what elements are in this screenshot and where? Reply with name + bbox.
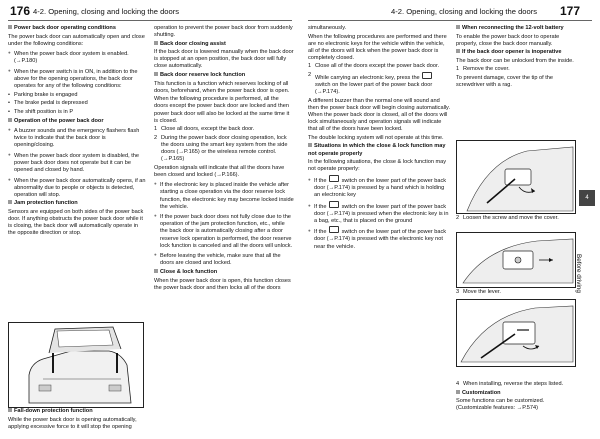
right-page: [300, 0, 600, 439]
paragraph: The back door can be unlocked from the inside.: [456, 57, 574, 64]
paragraph: To prevent damage, cover the tip of the screwdriver with a rag.: [456, 75, 554, 89]
paragraph: This function is a function which reserves locking of all doors, beforehand, when the power back door is open.: [154, 80, 290, 94]
left-column-1-bottom: [8, 408, 146, 432]
remove-cover-drawing: [457, 141, 575, 213]
bullet-item: ● If the power back door does not fully close due to the operation of the jam protection function, etc., while the back door is automatically closing after a door reserve lock operation is performed, the door reserve lock function is canceled and all the doors will unlock.: [154, 212, 294, 249]
paragraph: The power back door can automatically open and close under the following conditions:: [8, 33, 145, 47]
section-title: When reconnecting the 12-volt battery: [456, 25, 576, 32]
header-rule-left: [8, 20, 292, 21]
illustration-back-door-jam-sensors: [8, 322, 144, 408]
paragraph: In the following situations, the close & lock function may not operate properly:: [308, 159, 447, 173]
bullet-item: ● When the power back door system is disabled, the power back door does not operate but it can be opened and closed by hand.: [8, 151, 146, 174]
section-title: Operation of the power back door: [8, 118, 146, 125]
paragraph: To enable the power back door to operate properly, close the back door manually.: [456, 33, 560, 47]
section-title: Back door reserve lock function: [154, 72, 294, 79]
paragraph: Operation signals will indicate that all the doors have been closed and locked (→P.166).: [154, 164, 285, 178]
header-rule-right: [308, 20, 592, 21]
right-column-2: [456, 25, 576, 91]
chapter-header-left: 4-2. Opening, closing and locking the doors: [33, 7, 180, 16]
bullet-item: ● When the power switch is in ON, in addition to the above for the opening operations, the back door operates for any of the following conditions:: [8, 67, 146, 90]
paragraph: Sensors are equipped on both sides of the power back door. If anything obstructs the power back door while it is closing, the back door will automatically operate in the opposite direction or stop.: [8, 209, 144, 237]
right-column-1: [308, 25, 450, 252]
section-title: Back door closing assist: [154, 41, 294, 48]
bullet-item: ● A buzzer sounds and the emergency flashers flash twice to indicate that the back door is opening/closing.: [8, 126, 146, 149]
section-title: Close & lock function: [154, 269, 294, 276]
bullet-item: ● If the electronic key is placed inside the vehicle after starting a close operation via the door reserve lock function, the electronic key may become locked inside the vehicle.: [154, 180, 294, 210]
step-item: 1 Remove the cover.: [456, 66, 510, 73]
bullet-item: ● If the switch on the lower part of the power back door (→P.174) is pressed when the electronic key is in a bag, etc., that is placed on the ground: [308, 201, 450, 225]
right-column-2-bottom: [456, 381, 576, 414]
paragraph: When the following procedures are performed and there are no electronic keys for the vehicle within the vehicle, all of the doors will lock when the power back door is completely closed.: [308, 33, 447, 61]
section-title: Customization: [456, 390, 576, 397]
step-item: 4 When installing, reverse the steps listed.: [456, 381, 564, 387]
paragraph: Some functions can be customized. (Customizable features: →P.574): [456, 398, 545, 412]
step-item: 2 During the power back door closing operation, lock the doors using the smart key system from the side doors (→P.165) or the wireless remote control. (→P.165): [154, 134, 288, 163]
illustration-move-lever: [456, 299, 576, 367]
illustration-remove-cover: [456, 140, 576, 214]
close-lock-switch-icon: [422, 72, 432, 79]
close-lock-switch-icon: [329, 175, 339, 182]
page-number-right: 177: [560, 4, 581, 18]
step-item: 3 Move the lever.: [456, 289, 501, 295]
step-item: 1 Close all of the doors except the power back door.: [308, 63, 440, 70]
left-column-2: [154, 25, 294, 293]
paragraph: A different buzzer than the normal one will sound and then the power back door will begin closing automatically. When the power back door is closed, all of the doors will lock simultaneously and operation signals will indicate that all of the doors have been locked.: [308, 97, 450, 133]
paragraph: When the following procedure is performed, all the doors except the power back door are locked and then power back door will also be locked at the same time it is closed.: [154, 96, 290, 124]
page-number-left: 176: [10, 4, 31, 18]
right-column-2-step2: [456, 215, 576, 224]
left-column-1: [8, 25, 146, 239]
section-title: Jam protection function: [8, 200, 146, 207]
section-title: Fall-down protection function: [8, 408, 146, 415]
bullet-item: ● When the power back door automatically opens, if an abnormality due to people or objects is detected, operation will stop.: [8, 176, 146, 199]
bullet-item: ● If the switch on the lower part of the power back door (→P.174) is pressed with the electronic key not near the vehicle.: [308, 226, 450, 250]
close-lock-switch-icon: [329, 201, 339, 208]
paragraph: While the power back door is opening automatically, applying excessive force to it will stop the opening: [8, 416, 137, 430]
illustration-loosen-screw: [456, 232, 576, 288]
close-lock-switch-icon: [329, 226, 339, 233]
bullet-item: ● Before leaving the vehicle, make sure that all the doors are closed and locked.: [154, 251, 294, 267]
step-item: 2 Loosen the screw and move the cover.: [456, 215, 559, 221]
sub-item: • The brake pedal is depressed: [8, 100, 146, 107]
sub-item: • The shift position is in P: [8, 109, 146, 116]
chapter-header-right: 4-2. Opening, closing and locking the doors: [391, 7, 538, 16]
car-rear-open-door-illustration: [9, 323, 143, 407]
chapter-tab: 4: [579, 190, 595, 206]
step-item: 1 Close all doors, except the back door.: [154, 126, 255, 133]
paragraph: If the back door is lowered manually when the back door is stopped at an open position, the back door will fully close automatically.: [154, 49, 294, 70]
bullet-item: ● If the switch on the lower part of the power back door (→P.174) is pressed by a hand which is holding an electronic key: [308, 175, 450, 199]
paragraph: When the power back door is open, this function closes the power back door and then locks all of the doors: [154, 277, 291, 291]
move-lever-drawing: [457, 300, 575, 366]
paragraph: operation to prevent the power back door from suddenly shutting.: [154, 25, 293, 39]
step-item: 2 While carrying an electronic key, press the switch on the lower part of the power back door (→P.174).: [308, 72, 433, 96]
right-column-2-step3: [456, 289, 576, 298]
section-title: Power back door operating conditions: [8, 25, 146, 32]
paragraph: simultaneously.: [308, 25, 347, 31]
sub-item: • Parking brake is engaged: [8, 92, 146, 99]
loosen-screw-drawing: [457, 233, 575, 287]
bullet-item: ● When the power back door system is enabled. (→P.180): [8, 49, 146, 65]
chapter-tab-label: Before driving: [575, 254, 582, 293]
paragraph: The double locking system will not operate at this time.: [308, 134, 444, 141]
section-title: Situations in which the close & lock function may not operate properly: [308, 143, 446, 157]
section-title: If the back door opener is inoperative: [456, 49, 576, 56]
